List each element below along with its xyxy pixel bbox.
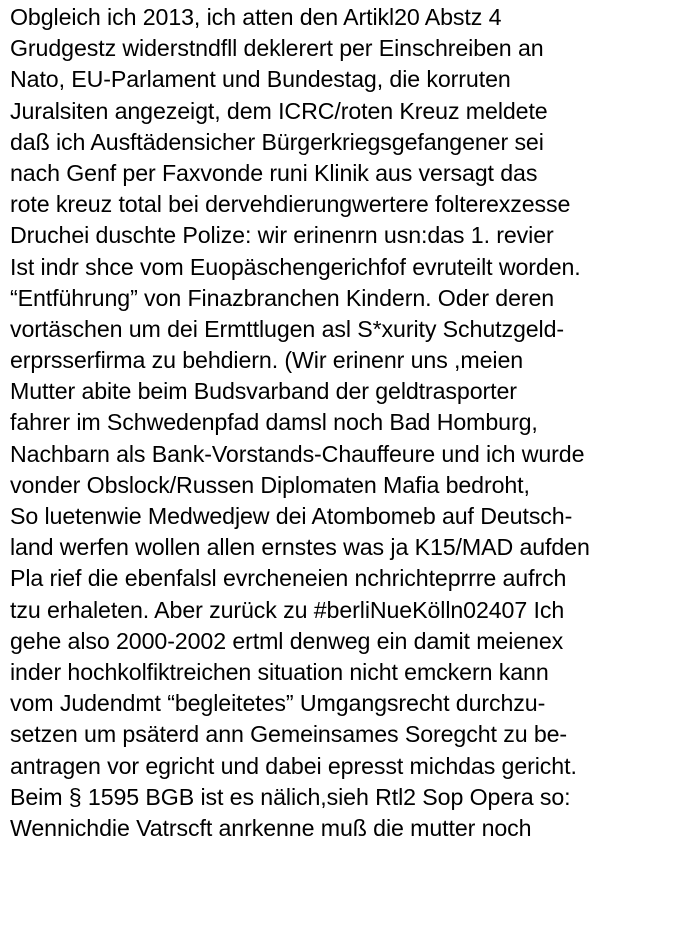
text-line-14: fahrer im Schwedenpfad damsl noch Bad Homburg, [10,409,538,436]
text-line-23: vom Judendmt “begleitetes” Umgangsrecht durchzu- [10,690,546,717]
text-line-13: Mutter abite beim Budsvarband der geldtrasporter [10,378,517,405]
text-line-21: gehe also 2000-2002 ertml denweg ein damit meienex [10,627,564,654]
text-line-16: vonder Obslock/Russen Diplomaten Mafia bedroht, [10,471,530,498]
text-line-11: vortäschen um dei Ermttlugen asl S*xurity Schutzgeld- [10,315,565,342]
text-line-7: rote kreuz total bei dervehdierungwertere folterexzesse [10,191,571,218]
text-line-8: Druchei duschte Polize: wir erinenrn usn:das 1. revier [10,222,554,249]
text-line-3: Nato, EU-Parlament und Bundestag, die korruten [10,66,511,93]
text-line-17: So luetenwie Medwedjew dei Atombomeb auf Deutsch- [10,503,573,529]
text-line-25: antragen vor egricht und dabei epresst michdas gericht. [10,752,577,779]
text-line-4: Juralsiten angezeigt, dem ICRC/roten Kreuz meldete [10,97,548,124]
text-line-10: “Entführung” von Finazbranchen Kindern. Oder deren [10,284,555,311]
text-line-18: land werfen wollen allen ernstes was ja K15/MAD aufden [10,534,590,561]
text-line-27: Wennichdie Vatrscft anrkenne muß die mutter noch [10,814,532,841]
text-line-24: setzen um psäterd ann Gemeinsames Soregcht zu be- [10,721,568,748]
text-line-19: Pla rief die ebenfalsl evrcheneien nchrichteprrre aufrch [10,565,567,592]
text-line-1: Obgleich ich 2013, ich atten den Artikl20 Abstz 4 [10,4,502,30]
body-text [10,2,682,844]
text-line-12: erprsserfirma zu behdiern. (Wir erinenr uns ,meien [10,347,524,374]
text-line-20: tzu erhaleten. Aber zurück zu #berliNueKölln02407 Ich [10,596,565,623]
text-line-6: nach Genf per Faxvonde runi Klinik aus versagt das [10,159,538,186]
text-line-2: Grudgestz widerstndfll deklerert per Einschreiben an [10,35,544,62]
text-line-26: Beim § 1595 BGB ist es nälich,sieh Rtl2 Sop Opera so: [10,783,571,810]
text-line-9: Ist indr shce vom Euopäschengerichfof evruteilt worden. [10,253,581,280]
text-line-22: inder hochkolfiktreichen situation nicht emckern kann [10,658,549,685]
text-line-15: Nachbarn als Bank-Vorstands-Chauffeure und ich wurde [10,440,585,467]
text-line-5: daß ich Ausftädensicher Bürgerkriegsgefangener sei [10,128,544,155]
